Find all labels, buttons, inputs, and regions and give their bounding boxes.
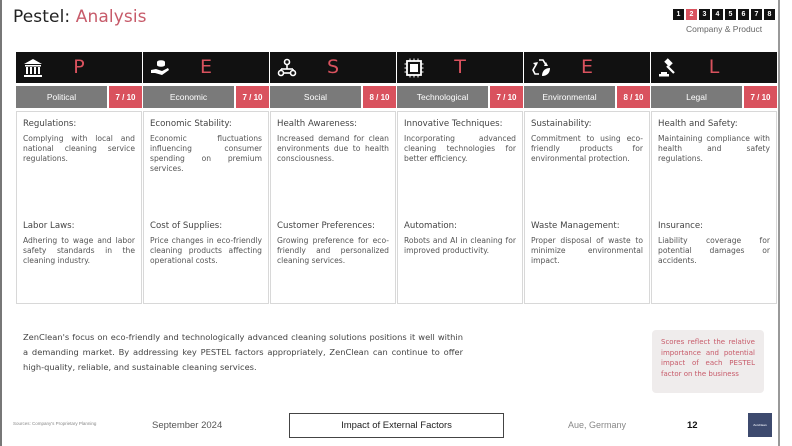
factor-item <box>404 221 516 256</box>
factor-item <box>531 119 643 164</box>
factor-letter: E <box>199 56 212 78</box>
pager-item-1[interactable]: 1 <box>673 9 684 20</box>
factor-item-text: Growing preference for eco-friendly and personalized cleaning services. <box>277 236 389 265</box>
factor-item-heading: Innovative Techniques: <box>404 119 503 129</box>
factor-details <box>270 111 396 304</box>
factor-item <box>23 221 135 266</box>
factor-item-text: Economic fluctuations influencing consumer spending on premium services. <box>150 134 262 173</box>
title-prefix: Pestel: <box>13 7 71 27</box>
factor-item-heading: Sustainability: <box>531 119 592 129</box>
factor-column-economic <box>143 52 269 304</box>
factor-column-environmental <box>524 52 650 304</box>
factor-item <box>150 221 262 266</box>
factor-details <box>143 111 269 304</box>
pager-item-7[interactable]: 7 <box>751 9 762 20</box>
footer-date: September 2024 <box>152 420 223 431</box>
factor-item-text: Price changes in eco-friendly cleaning products affecting operational costs. <box>150 236 262 265</box>
factor-header <box>651 52 777 83</box>
page-title <box>13 7 147 27</box>
factor-score-badge: 7 / 10 <box>744 86 777 108</box>
pager-item-4[interactable]: 4 <box>712 9 723 20</box>
factor-details <box>651 111 777 304</box>
factor-details <box>16 111 142 304</box>
factor-letter: T <box>454 56 466 78</box>
factor-item-heading: Cost of Supplies: <box>150 221 223 231</box>
factor-item-text: Complying with local and national cleaning service regulations. <box>23 134 135 163</box>
factor-item-heading: Labor Laws: <box>23 221 75 231</box>
factor-letter: L <box>708 56 720 78</box>
pager-item-3[interactable]: 3 <box>699 9 710 20</box>
factor-name: Economic <box>143 86 234 108</box>
factor-column-political <box>16 52 142 304</box>
factor-score-badge: 8 / 10 <box>363 86 396 108</box>
footer-source: Sources: Company's Proprietary Planning <box>13 421 97 426</box>
factor-subheader <box>16 86 142 108</box>
pager-item-6[interactable]: 6 <box>738 9 749 20</box>
factor-item-text: Liability coverage for potential damages or accidents. <box>658 236 770 265</box>
title-accent: Analysis <box>75 7 147 27</box>
factor-letter: E <box>580 56 593 78</box>
factor-header <box>16 52 142 83</box>
factor-header <box>397 52 523 83</box>
factor-item-text: Commitment to using eco-friendly products for environmental protection. <box>531 134 643 163</box>
factor-column-social <box>270 52 396 304</box>
summary-paragraph: ZenClean's focus on eco-friendly and technologically advanced cleaning solutions positions it well within a demanding market. By addressing key PESTEL factors appropriately, ZenClean can continue to offer high-quality, reliable, and sustainable cleaning services. <box>23 332 463 372</box>
pager-item-8[interactable]: 8 <box>764 9 775 20</box>
factor-item-heading: Regulations: <box>23 119 77 129</box>
factor-item <box>23 119 135 164</box>
right-frame-border <box>778 0 780 446</box>
factor-item-heading: Insurance: <box>658 221 704 231</box>
factor-item <box>277 119 389 164</box>
factor-name: Social <box>270 86 361 108</box>
section-label: Company & Product <box>686 24 763 34</box>
factor-item-text: Maintaining compliance with health and safety regulations. <box>658 134 770 163</box>
factor-item-heading: Health and Safety: <box>658 119 738 129</box>
factor-letter: S <box>326 56 340 78</box>
factor-item <box>150 119 262 174</box>
page-number: 12 <box>687 420 698 431</box>
factor-letter: P <box>73 56 85 78</box>
factor-item-text: Increased demand for clean environments due to health consciousness. <box>277 134 389 163</box>
pestel-columns <box>16 52 777 304</box>
factor-score-badge: 7 / 10 <box>236 86 269 108</box>
factor-item <box>658 221 770 266</box>
left-frame-border <box>0 0 2 446</box>
factor-details <box>524 111 650 304</box>
factor-item <box>404 119 516 164</box>
factor-score-badge: 7 / 10 <box>490 86 523 108</box>
footer-location: Aue, Germany <box>568 420 627 430</box>
factor-subheader <box>524 86 650 108</box>
factor-score-badge: 8 / 10 <box>617 86 650 108</box>
factor-name: Technological <box>397 86 488 108</box>
factor-header <box>143 52 269 83</box>
factor-item-text: Robots and AI in cleaning for improved productivity. <box>404 236 516 255</box>
factor-column-technological <box>397 52 523 304</box>
factor-subheader <box>270 86 396 108</box>
pager-item-2-active[interactable]: 2 <box>686 9 697 20</box>
factor-item-heading: Health Awareness: <box>277 119 357 129</box>
section-pager <box>673 9 775 20</box>
factor-item-heading: Customer Preferences: <box>277 221 375 231</box>
factor-subheader <box>143 86 269 108</box>
factor-name: Environmental <box>524 86 615 108</box>
footer-topic-box: Impact of External Factors <box>289 413 504 438</box>
pager-item-5[interactable]: 5 <box>725 9 736 20</box>
factor-item-text: Adhering to wage and labor safety standards in the cleaning industry. <box>23 236 135 265</box>
factor-column-legal <box>651 52 777 304</box>
factor-item-heading: Automation: <box>404 221 457 231</box>
company-logo: ZenClean <box>748 413 772 437</box>
factor-score-badge: 7 / 10 <box>109 86 142 108</box>
factor-item-heading: Waste Management: <box>531 221 620 231</box>
factor-item-text: Incorporating advanced cleaning technologies for better efficiency. <box>404 134 516 163</box>
factor-item-heading: Economic Stability: <box>150 119 232 129</box>
factor-header <box>270 52 396 83</box>
factor-item-text: Proper disposal of waste to minimize environmental impact. <box>531 236 643 265</box>
factor-item <box>531 221 643 266</box>
score-note-callout: Scores reflect the relative importance and potential impact of each PESTEL factor on the business <box>652 330 764 393</box>
factor-details <box>397 111 523 304</box>
factor-item <box>658 119 770 164</box>
factor-name: Political <box>16 86 107 108</box>
factor-subheader <box>651 86 777 108</box>
factor-name: Legal <box>651 86 742 108</box>
factor-subheader <box>397 86 523 108</box>
factor-header <box>524 52 650 83</box>
factor-item <box>277 221 389 266</box>
